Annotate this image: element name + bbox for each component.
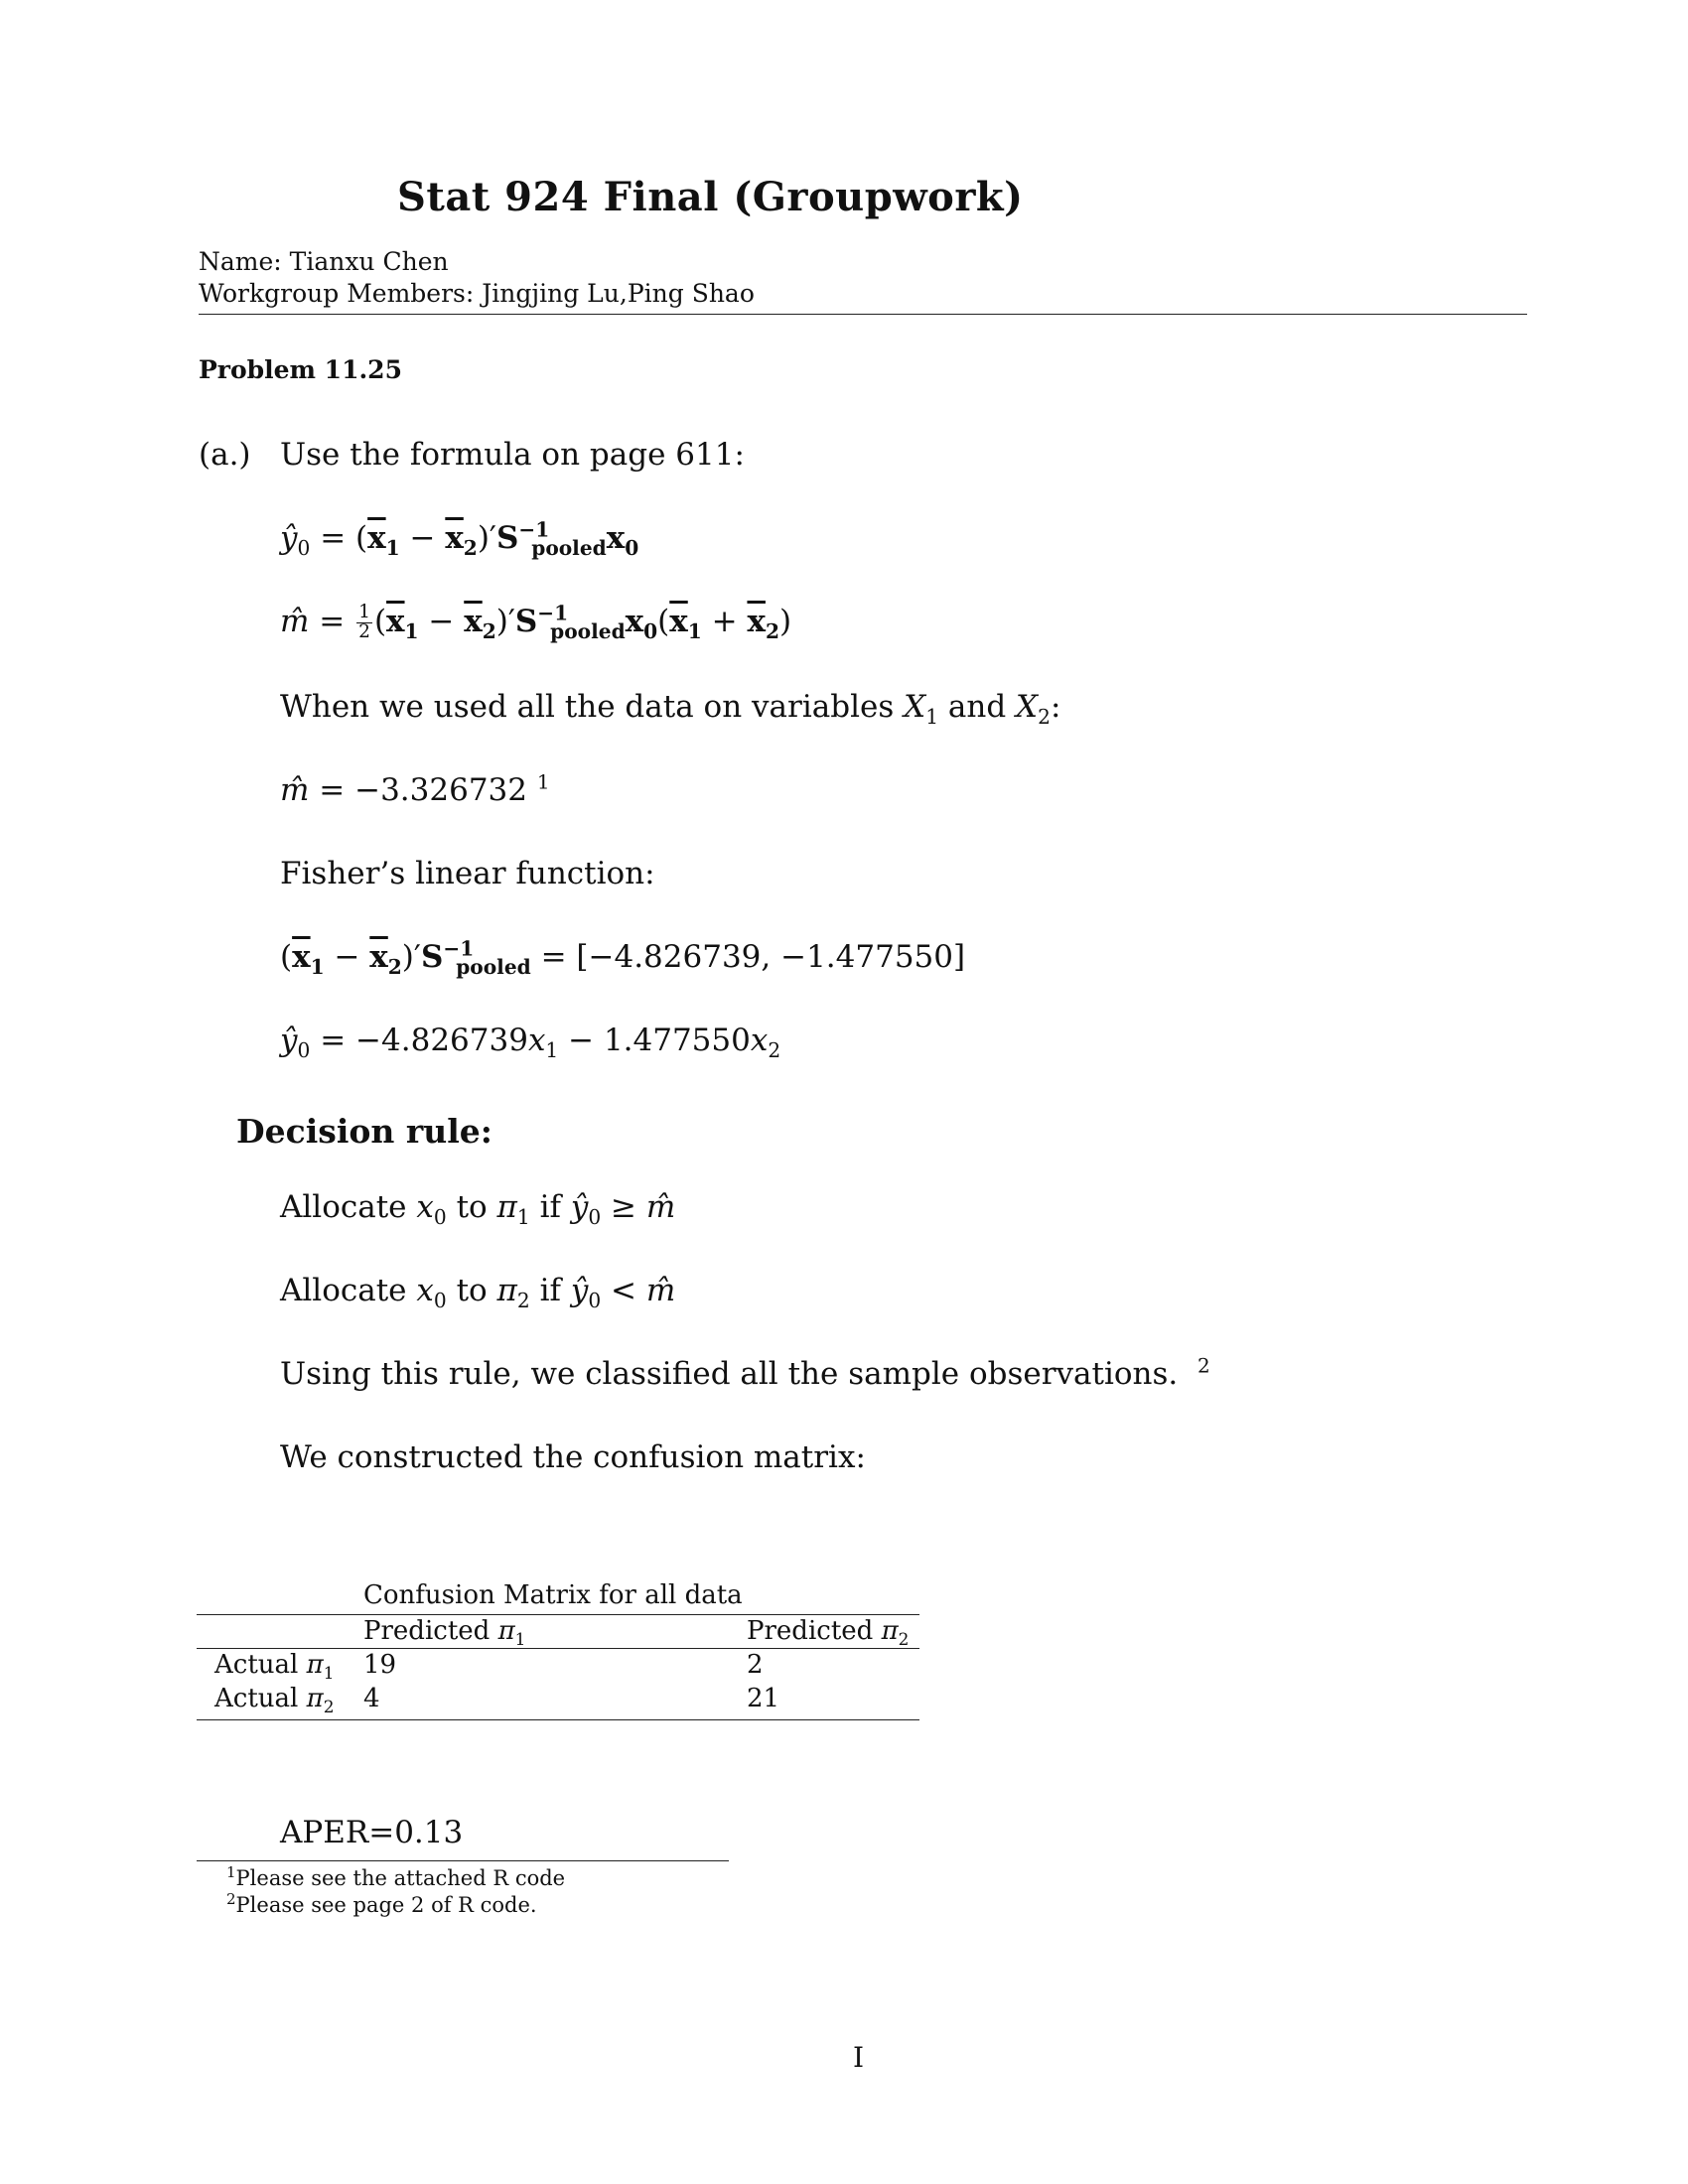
footnote-rule — [197, 1860, 729, 1861]
allocate-word: Allocate — [280, 1189, 407, 1225]
page-number: I — [853, 2041, 865, 2074]
table-bottom-rule — [197, 1719, 919, 1720]
coef2: 1.477550 — [603, 1023, 751, 1058]
to-word: to — [456, 1189, 488, 1225]
confusion-intro: We constructed the confusion matrix: — [280, 1439, 866, 1475]
when-text: When we used all the data on variables — [280, 689, 895, 725]
and-text: and — [947, 689, 1007, 725]
problem-heading: Problem 11.25 — [199, 355, 402, 384]
aper-value: APER=0.13 — [280, 1815, 464, 1850]
table-cell: 21 — [747, 1684, 780, 1713]
row-header-2: Actual $\pi_2$ — [214, 1684, 335, 1717]
col-header-1: Predicted $\pi_1$ — [363, 1616, 526, 1650]
row-header-1: Actual $\pi_1$ — [214, 1650, 335, 1684]
data-variables-text: When we used all the data on variables $X_1$ and $X_2$: — [280, 689, 1061, 730]
y0-function: $ŷ_0 = -4.826739x_1 - 1.477550x_2$ — [280, 1023, 781, 1063]
coef-vector: [−4.826739, −1.477550] — [576, 939, 966, 975]
table-cell: 4 — [363, 1684, 380, 1713]
decision-heading: Decision rule: — [236, 1112, 492, 1151]
header-rule — [199, 314, 1527, 315]
if-word: if — [539, 1189, 561, 1225]
col-header-2: Predicted $\pi_2$ — [747, 1616, 910, 1650]
coef-vector-formula: $(\overline{x}_1 - \overline{x}_2)'S^{-1}_{pooled} = [-4.826739$, −1.477550] — [280, 936, 966, 980]
document-title: Stat 924 Final (Groupwork) — [397, 174, 1024, 220]
m-hat-formula: m̂ = $\frac{1}{2}$ $(\overline{x}_1 - \overline{x}_2)'S^{-1}_{pooled}x_0(\overline{x}_1 + \overline{x}_2)$ — [280, 601, 792, 644]
table-cell: 19 — [363, 1650, 397, 1680]
rule-pi2: Allocate $x_0$ to $\pi_2$ if $ŷ_0$ < m̂ — [280, 1273, 676, 1313]
m-value: −3.326732 — [354, 772, 527, 808]
rule-pi1: Allocate $x_0$ to $\pi_1$ if $ŷ_0$ ≥ m̂ — [280, 1189, 676, 1230]
table-header-rule — [197, 1648, 919, 1649]
footnote-2: $^2$Please see page 2 of R code. — [226, 1890, 537, 1917]
footnote-1: $^1$Please see the attached R code — [226, 1863, 566, 1890]
classified-line — [280, 1353, 1210, 1392]
table-caption: Confusion Matrix for all data — [363, 1580, 743, 1610]
footnote-mark-2: 2 — [1197, 1353, 1210, 1378]
intro-text: Use the formula on page 611: — [280, 437, 745, 473]
classified-text: Using this rule, we classified all the sample observations. — [280, 1356, 1179, 1392]
allocate-word: Allocate — [280, 1273, 407, 1308]
name-line: Name: Tianxu Chen — [199, 247, 449, 276]
table-cell: 2 — [747, 1650, 764, 1680]
if-word: if — [539, 1273, 561, 1308]
footnote-mark-1: 1 — [536, 769, 550, 794]
y0-formula: $ŷ_0 = (\overline{x}_1 - \overline{x}_2)'S^{-1}_{pooled}x_0$ — [280, 517, 639, 561]
members-line: Workgroup Members: Jingjing Lu,Ping Shao — [199, 279, 755, 308]
part-label: (a.) — [199, 437, 251, 473]
to-word: to — [456, 1273, 488, 1308]
m-hat-value: m̂ = −3.326732 $^1$ — [280, 769, 550, 808]
fisher-label: Fisher’s linear function: — [280, 856, 655, 891]
coef1: 4.826739 — [381, 1023, 528, 1058]
table-top-rule — [197, 1614, 919, 1615]
